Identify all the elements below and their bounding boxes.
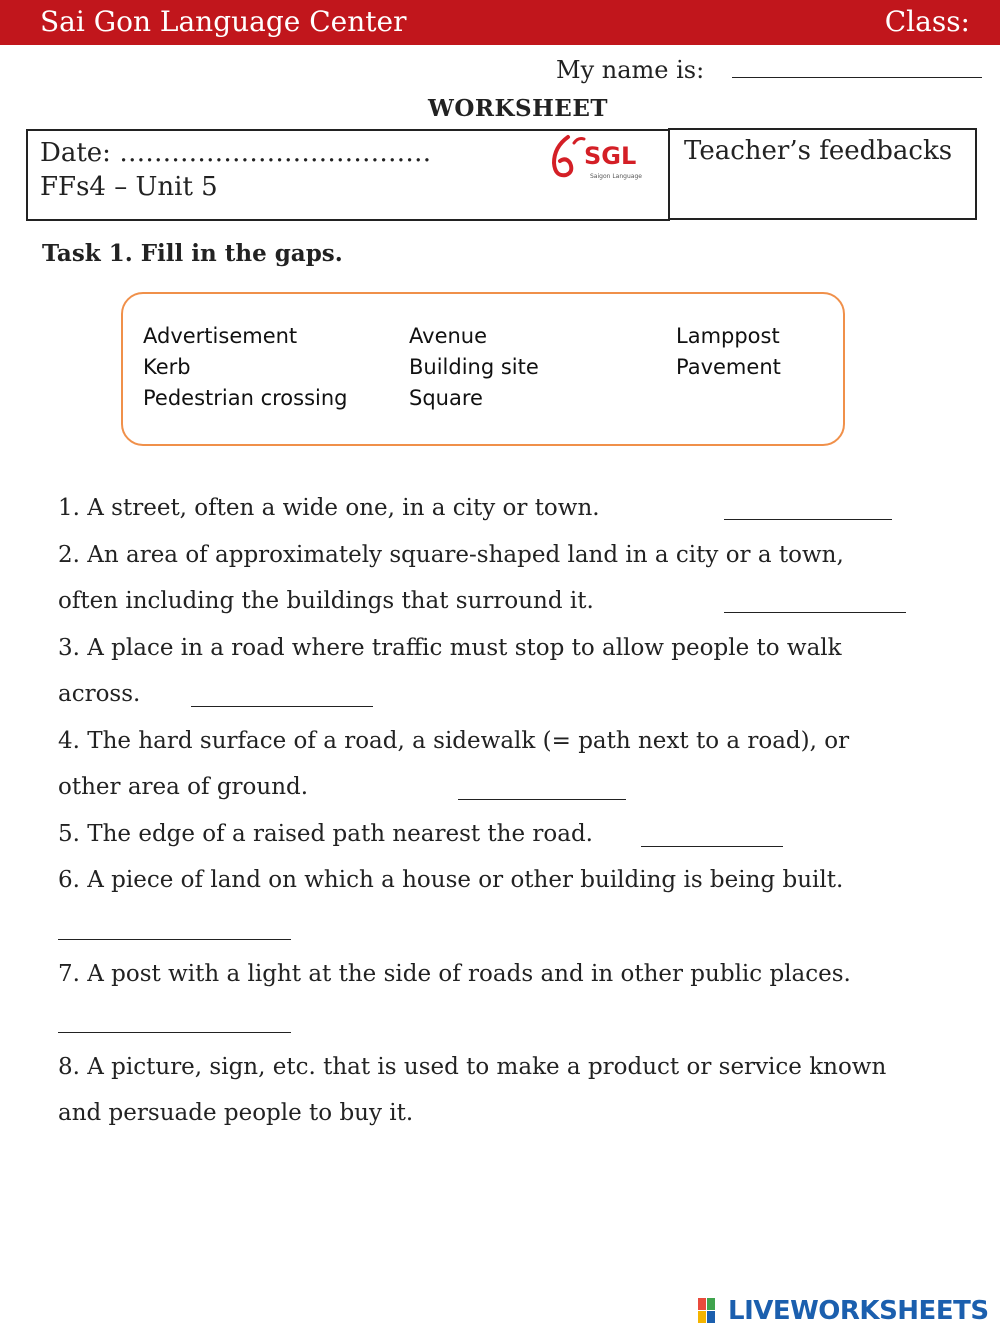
unit-label: FFs4 – Unit 5 bbox=[40, 172, 218, 202]
worksheet-title: WORKSHEET bbox=[428, 95, 608, 122]
question-8: 8. A picture, sign, etc. that is used to make a product or service known bbox=[58, 1054, 887, 1080]
word-bank-item: Pedestrian crossing bbox=[143, 386, 348, 410]
answer-blank-7[interactable] bbox=[58, 1032, 291, 1033]
task-title: Task 1. Fill in the gaps. bbox=[42, 240, 343, 267]
question-6: 6. A piece of land on which a house or other building is being built. bbox=[58, 867, 844, 893]
question-1: 1. A street, often a wide one, in a city or town. bbox=[58, 495, 600, 521]
question-3: 3. A place in a road where traffic must stop to allow people to walk bbox=[58, 635, 842, 661]
answer-blank-4[interactable] bbox=[458, 799, 626, 800]
liveworksheets-watermark: LIVEWORKSHEETS bbox=[728, 1296, 989, 1326]
word-bank-item: Lamppost bbox=[676, 324, 780, 348]
question-2-cont: often including the buildings that surround it. bbox=[58, 588, 594, 614]
answer-blank-3[interactable] bbox=[191, 706, 373, 707]
word-bank-item: Square bbox=[409, 386, 483, 410]
word-bank-item: Avenue bbox=[409, 324, 488, 348]
teacher-feedback-label: Teacher’s feedbacks bbox=[684, 136, 953, 166]
word-bank-item: Pavement bbox=[676, 355, 781, 379]
word-bank-item: Advertisement bbox=[143, 324, 298, 348]
center-name: Sai Gon Language Center bbox=[40, 5, 407, 38]
liveworksheets-logo-icon bbox=[698, 1298, 724, 1324]
question-3-cont: across. bbox=[58, 681, 141, 707]
answer-blank-5[interactable] bbox=[641, 846, 783, 847]
my-name-label: My name is: bbox=[556, 56, 705, 84]
word-bank-item: Kerb bbox=[143, 355, 191, 379]
answer-blank-1[interactable] bbox=[724, 519, 892, 520]
question-4: 4. The hard surface of a road, a sidewalk (= path next to a road), or bbox=[58, 728, 850, 754]
question-8-cont: and persuade people to buy it. bbox=[58, 1100, 414, 1126]
question-5: 5. The edge of a raised path nearest the road. bbox=[58, 821, 593, 847]
question-7: 7. A post with a light at the side of roads and in other public places. bbox=[58, 961, 851, 987]
word-bank-item: Building site bbox=[409, 355, 539, 379]
header-bar bbox=[0, 0, 1000, 45]
date-label: Date: ……………………………… bbox=[40, 138, 432, 168]
sgl-logo bbox=[548, 133, 648, 183]
question-2: 2. An area of approximately square-shaped land in a city or a town, bbox=[58, 542, 844, 568]
answer-blank-6[interactable] bbox=[58, 939, 291, 940]
class-label: Class: bbox=[884, 5, 970, 38]
answer-blank-2[interactable] bbox=[724, 612, 906, 613]
logo-text: SGL bbox=[584, 142, 637, 170]
logo-subtext: Saigon Language bbox=[590, 173, 642, 180]
name-input-line[interactable] bbox=[732, 77, 982, 78]
question-4-cont: other area of ground. bbox=[58, 774, 309, 800]
